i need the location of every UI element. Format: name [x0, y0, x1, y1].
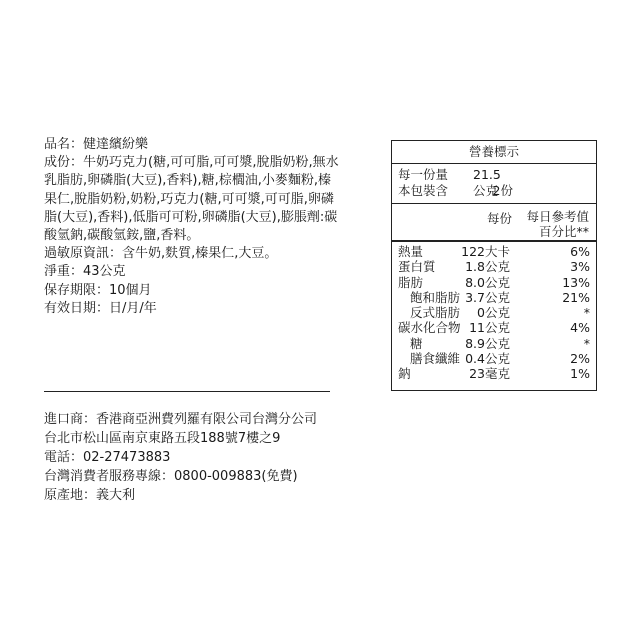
- nutrient-name: 膳食纖維: [410, 351, 461, 367]
- consumer-hotline: 台灣消費者服務專線：0800-009883(免費): [44, 469, 298, 484]
- nutrient-row-saturated-fat: [392, 290, 596, 305]
- nutrient-amount: 8.0公克: [465, 274, 510, 290]
- nutrient-name: 脂肪: [398, 274, 424, 290]
- net-weight: 淨重：43公克: [44, 264, 126, 280]
- product-info: [44, 136, 340, 318]
- nutrient-name: 熱量: [398, 244, 424, 259]
- nutrition-title: 營養標示: [392, 141, 596, 164]
- nutrient-amount: 0.4公克: [465, 351, 510, 367]
- per-serving-header: 每份: [486, 211, 512, 226]
- daily-value-header-line1: 每日參考值: [526, 209, 589, 224]
- nutrient-name: 飽和脂肪: [410, 289, 461, 305]
- nutrient-percent: 4%: [570, 320, 590, 336]
- shelf-life: 保存期限：10個月: [44, 282, 152, 298]
- importer-name: 進口商：香港商亞洲費列羅有限公司台灣分公司: [44, 412, 318, 427]
- nutrient-amount: 122大卡: [461, 244, 510, 259]
- nutrient-row-dietary-fiber: [392, 351, 596, 366]
- nutrient-name: 鈉: [398, 366, 411, 382]
- serving-size-value: 21.5公克: [473, 167, 501, 198]
- daily-value-header-line2: 百分比**: [538, 224, 589, 239]
- nutrient-name: 糖: [410, 335, 423, 351]
- nutrient-percent: 6%: [570, 244, 590, 259]
- nutrient-percent: 21%: [562, 289, 590, 305]
- nutrient-amount: 8.9公克: [465, 335, 510, 351]
- nutrient-row-calories: [392, 244, 596, 259]
- nutrient-percent: *: [583, 305, 590, 321]
- serving-size-label: 每一份量: [398, 167, 449, 182]
- nutrient-name: 碳水化合物: [398, 320, 461, 336]
- servings-per-package-value: 2份: [492, 183, 513, 198]
- nutrient-amount: 23毫克: [469, 366, 510, 382]
- nutrient-amount: 0公克: [477, 305, 510, 321]
- nutrient-amount: 1.8公克: [465, 259, 510, 275]
- daily-value-header: [526, 209, 589, 239]
- importer-address: 台北市松山區南京東路五段188號7樓之9: [44, 431, 281, 446]
- product-name: 品名：健達繽紛樂: [44, 137, 149, 152]
- nutrient-name: 蛋白質: [398, 259, 436, 275]
- nutrient-amount: 3.7公克: [465, 289, 510, 305]
- nutrient-percent: 13%: [562, 274, 590, 290]
- nutrient-row-fat: [392, 275, 596, 290]
- nutrient-row-sugar: [392, 336, 596, 351]
- nutrient-row-sodium: [392, 366, 596, 381]
- nutrient-percent: 3%: [570, 259, 590, 275]
- nutrient-percent: 2%: [570, 351, 590, 367]
- importer-phone: 電話：02-27473883: [44, 450, 171, 465]
- country-of-origin: 原產地：義大利: [44, 488, 136, 503]
- nutrient-row-carbohydrate: [392, 320, 596, 335]
- nutrient-percent: *: [583, 335, 590, 351]
- nutrient-percent: 1%: [570, 366, 590, 382]
- servings-per-package-label: 本包裝含: [398, 183, 449, 198]
- nutrient-rows: [392, 242, 596, 382]
- ingredients-text: 成份：牛奶巧克力(糖,可可脂,可可漿,脫脂奶粉,無水乳脂肪,卵磷脂(大豆),香料),糖,棕櫚油,小麥麵粉,榛果仁,脫脂奶粉,奶粉,巧克力(糖,可可漿,可可脂,卵磷脂(大豆),香料),低脂可可粉,卵磷脂(大豆),膨脹劑:碳酸氫鈉,碳酸氫銨,鹽,香料。: [44, 155, 339, 244]
- nutrient-amount: 11公克: [469, 320, 510, 336]
- nutrient-row-trans-fat: [392, 305, 596, 320]
- nutrition-column-header: [392, 204, 596, 242]
- serving-info: [392, 164, 596, 204]
- section-divider: [44, 391, 330, 392]
- allergen-info: 過敏原資訊：含牛奶,麩質,榛果仁,大豆。: [44, 246, 278, 262]
- importer-info: [44, 410, 317, 505]
- nutrient-name: 反式脂肪: [410, 305, 461, 321]
- expiry-date: 有效日期：日/月/年: [44, 300, 157, 316]
- nutrition-facts-table: [391, 140, 597, 391]
- nutrient-row-protein: [392, 259, 596, 274]
